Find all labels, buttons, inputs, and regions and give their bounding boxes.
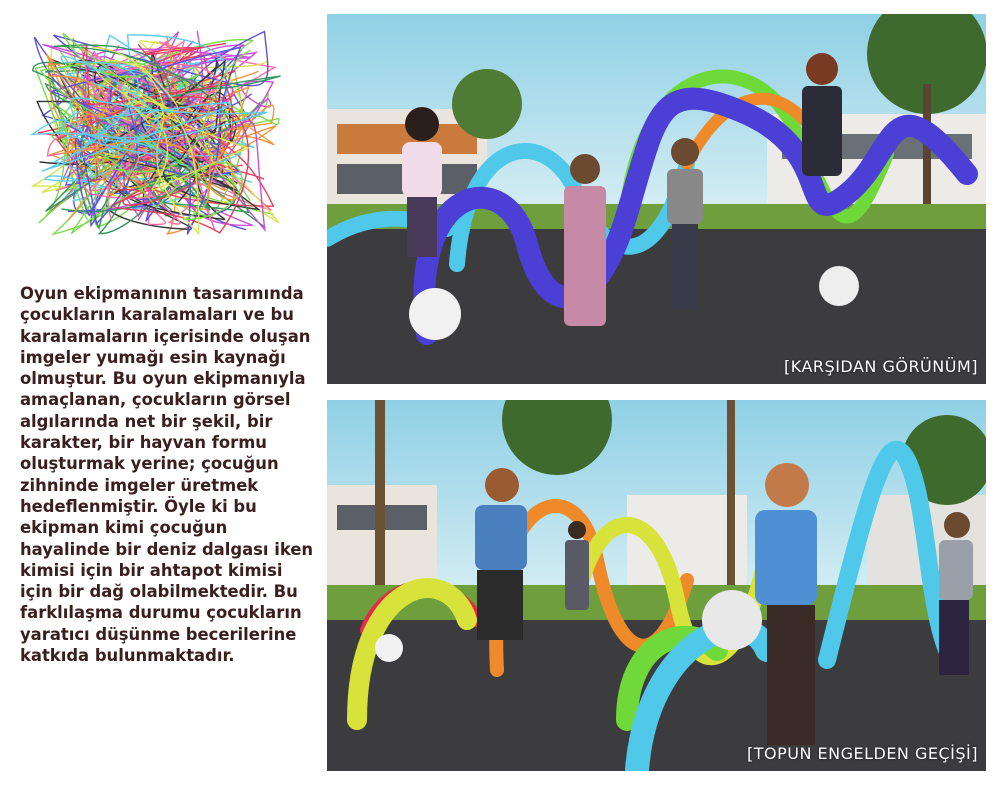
front-view-caption: [KARŞIDAN GÖRÜNÜM] — [784, 357, 978, 376]
ball-pass-caption: [TOPUN ENGELDEN GEÇİŞİ] — [746, 744, 978, 763]
ball-pass-render — [327, 400, 986, 771]
front-view-render — [327, 14, 986, 384]
description-text: Oyun ekipmanının tasarımında çocukların karalamaları ve bu karalamaların içerisinde oluşan imgeler yumağı esin kaynağı olmuştur. Bu oyun ekipmanıyla amaçlanan, çocukların görsel algılarında net bir şekil, bir karakter, bir hayvan formu oluşturmak yerine; çocuğun zihninde imgeler üretmek hedeflenmiştir. Öyle ki bu ekipman kimi çocuğun hayalinde bir deniz dalgası iken kimisi için bir ahtapot kimisi için bir dağ olabilmektedir. Bu farklılaşma durumu çocukların yaratıcı düşünme becerilerine katkıda bulunmaktadır. — [20, 284, 314, 666]
scribble-illustration — [6, 16, 306, 254]
